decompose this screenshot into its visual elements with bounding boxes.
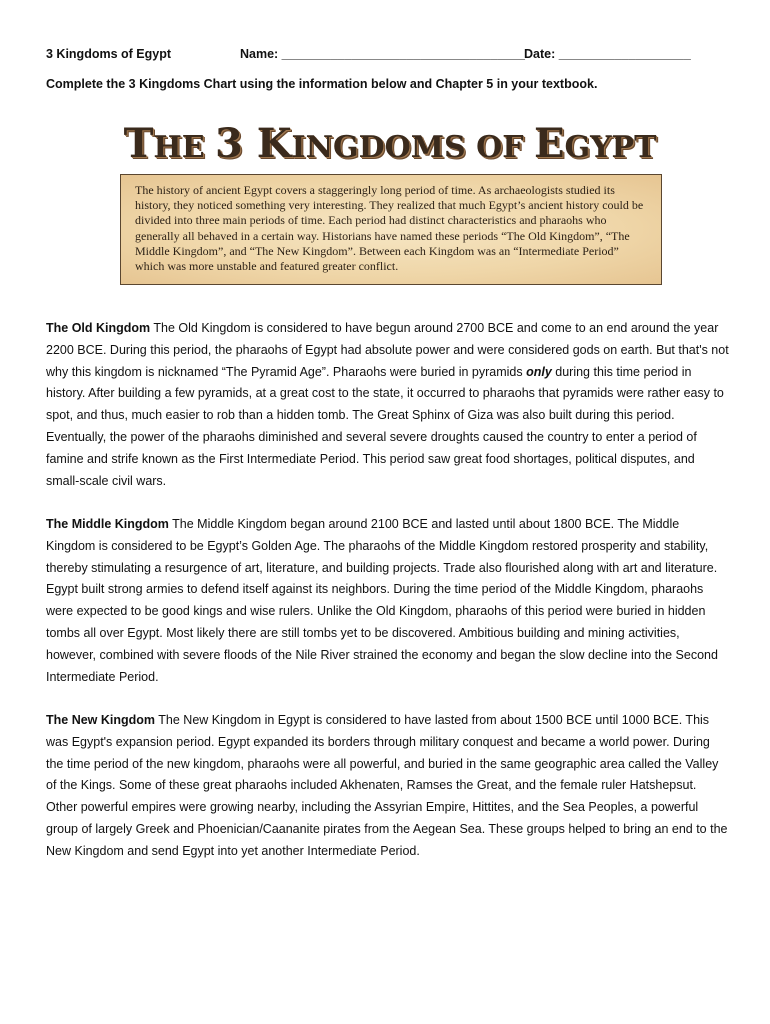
banner-title-small: HE [153, 130, 216, 165]
emphasis-text: only [526, 364, 552, 379]
banner-title-cap: 3 K [215, 120, 292, 167]
instructions: Complete the 3 Kingdoms Chart using the information below and Chapter 5 in your textbook. [46, 77, 598, 91]
banner-title-cap: E [533, 120, 565, 167]
section-new-kingdom [46, 710, 730, 863]
banner-title-cap: T [123, 120, 154, 167]
intro-text: The history of ancient Egypt covers a staggeringly long period of time. As archaeologists studied its history, they noticed something very interesting. They realized that much Egypt’s ancient history could be divided into three main periods of time. Each period had distinct characteristics and pharaohs who generally all behaved in a certain way. Historians have named these periods “The Old Kingdom”, “The Middle Kingdom”, and “The New Kingdom”. Between each Kingdom was an “Intermediate Period” which was more unstable and featured greater conflict. [135, 183, 644, 274]
section-text: The New Kingdom in Egypt is considered to have lasted from about 1500 BCE until 1000 BCE. This was Egypt's expansion period. Egypt expanded its borders through military conquest and became a world power. During the time period of the new kingdom, pharaohs were all powerful, and buried in the same geographic area called the Valley of the Kings. Some of these great pharaohs included Akhenaten, Ramses the Great, and the female ruler Hatshepsut. Other powerful empires were growing nearby, including the Assyrian Empire, Hittites, and the Sea Peoples, a powerful group of largely Greek and Phoenician/Caananite pirates from the Aegean Sea. These groups helped to bring an end to the New Kingdom and send Egypt into yet another Intermediate Period. [46, 713, 728, 858]
section-heading: The Middle Kingdom [46, 517, 169, 531]
banner-title [120, 120, 660, 167]
section-text: The Middle Kingdom began around 2100 BCE and lasted until about 1800 BCE. The Middle Kingdom is considered to be Egypt’s Golden Age. The pharaohs of the Middle Kingdom restored prosperity and stability, thereby stimulating a resurgence of art, literature, and building projects. Trade also flourished along with art and literature. Egypt built strong armies to defend itself against its neighbors. During the time period of the Middle Kingdom, pharaohs were expected to be good kings and wise rulers. Unlike the Old Kingdom, pharaohs of this period were buried in hidden tombs all over Egypt. Most likely there are still tombs yet to be discovered. Ambitious building and mining activities, however, combined with severe floods of the Nile River strained the economy and began the slow decline into the Second Intermediate Period. [46, 517, 718, 684]
intro-parchment-box [120, 174, 662, 285]
section-old-kingdom [46, 318, 730, 492]
section-text: during this time period in history. After building a few pyramids, at a great cost to the state, it occurred to pharaohs that pyramids were rather easy to spot, and thus, much easier to rob than a hidden tomb. The Great Sphinx of Giza was also built during this period. Eventually, the power of the pharaohs diminished and several severe droughts caused the country to enter a period of famine and strife known as the First Intermediate Period. This period saw great food shortages, political disputes, and small-scale civil wars. [46, 364, 724, 488]
section-heading: The Old Kingdom [46, 321, 151, 335]
section-text: The Old Kingdom is considered to have begun around 2700 BCE and come to an end around the year 2200 BCE. During this period, the pharaohs of Egypt had absolute power and were considered gods on earth. But that's not why this kingdom is nicknamed “The Pyramid Age”. Pharaohs were buried in pyramids [46, 321, 729, 379]
date-field[interactable]: Date: ___________________ [524, 47, 691, 61]
banner-title-small: INGDOMS OF [291, 130, 534, 165]
section-middle-kingdom [46, 514, 730, 688]
worksheet-title: 3 Kingdoms of Egypt [46, 47, 171, 61]
banner-title-small: GYPT [564, 130, 657, 165]
section-heading: The New Kingdom [46, 713, 156, 727]
name-field[interactable]: Name: ___________________________________ [240, 47, 525, 61]
